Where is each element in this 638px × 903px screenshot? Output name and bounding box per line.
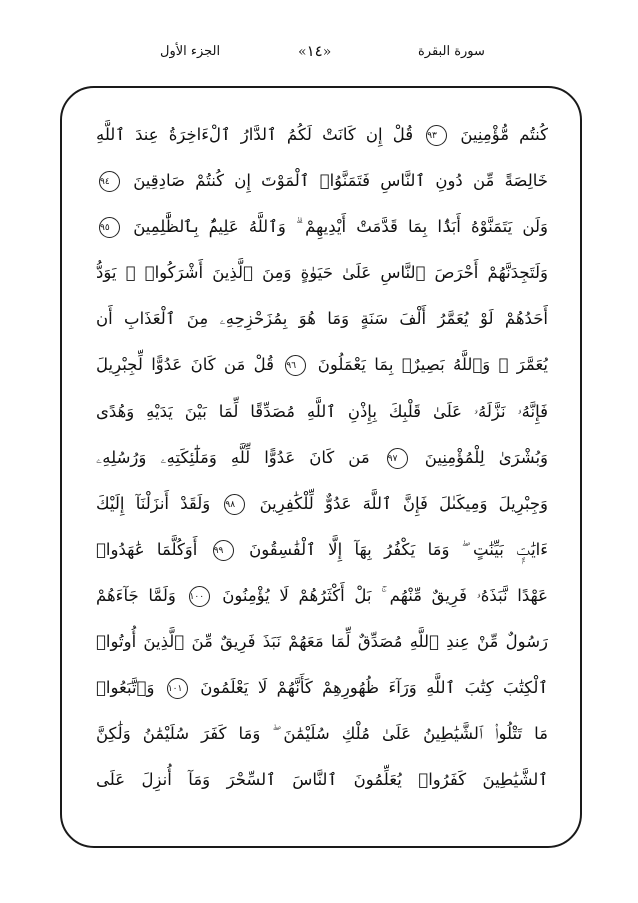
ayah-number-marker: ٩٥ [99,217,120,238]
verse-text: ءَايَٰتٍۭ بَيِّنَٰتٍ ۖ وَمَا يَكْفُرُ بِهَآ إِلَّا ٱلْفَٰسِقُونَ [249,539,548,559]
verse-text: وَلَن يَتَمَنَّوْهُ أَبَدًۢا بِمَا قَدَّمَتْ أَيْدِيهِمْ ۗ وَٱللَّهُ عَلِيمٌۢ بِٱلظَّٰلِمِينَ [133,217,548,237]
verse-text: أَحَدُهُمْ لَوْ يُعَمَّرُ أَلْفَ سَنَةٍ وَمَا هُوَ بِمُزَحْزِحِهِۦ مِنَ ٱلْعَذَابِ أَن [96,309,548,329]
text-line [96,158,548,204]
page-number [298,42,331,60]
text-line [96,342,548,388]
verse-text: قُلْ إِن كَانَتْ لَكُمُ ٱلدَّارُ ٱلْءَاخِرَةُ عِندَ ٱللَّهِ [96,125,414,144]
text-line [96,204,548,250]
left-ornament-icon: « [298,44,307,60]
text-line [96,250,548,296]
juz-title: الجزء الأول [160,44,221,59]
surah-title: سورة البقرة [418,44,485,59]
ayah-number-marker: ٩٧ [387,448,408,469]
verse-text: ٱلْكِتَٰبَ كِتَٰبَ ٱللَّهِ وَرَآءَ ظُهُورِهِمْ كَأَنَّهُمْ لَا يَعْلَمُونَ [200,678,548,698]
text-line [96,619,548,665]
verse-text: وَلَتَجِدَنَّهُمْ أَحْرَصَ ٱلنَّاسِ عَلَىٰ حَيَوٰةٍ وَمِنَ ٱلَّذِينَ أَشْرَكُوا۟ ۚ يَوَدُّ [96,263,548,283]
text-line [96,573,548,619]
page-number-text: ١٤ [306,42,323,60]
ayah-number-marker: ٩٣ [426,125,447,146]
verse-text: وَٱتَّبَعُوا۟ [96,678,155,698]
text-block [96,112,548,803]
text-line [96,711,548,757]
text-line [96,296,548,342]
verse-text: مَن كَانَ عَدُوًّا لِّلَّهِ وَمَلَٰٓئِكَتِهِۦ وَرُسُلِهِۦ [96,447,370,467]
verse-text: وَلَمَّا جَآءَهُمْ [96,585,176,605]
verse-text: مَا تَتْلُوا۟ ٱلشَّيَٰطِينُ عَلَىٰ مُلْكِ سُلَيْمَٰنَ ۖ وَمَا كَفَرَ سُلَيْمَٰنُ وَلَٰكِنَّ [96,724,548,744]
verse-text: وَجِبْرِيلَ وَمِيكَىٰلَ فَإِنَّ ٱللَّهَ عَدُوٌّ لِّلْكَٰفِرِينَ [259,493,548,513]
verse-text: فَإِنَّهُۥ نَزَّلَهُۥ عَلَىٰ قَلْبِكَ بِإِذْنِ ٱللَّهِ مُصَدِّقًا لِّمَا بَيْنَ يَدَيْهِ وَهُدًى [96,401,548,421]
verse-text: قُلْ مَن كَانَ عَدُوًّا لِّجِبْرِيلَ [96,355,275,375]
ayah-number-marker: ٩٨ [224,494,245,515]
ayah-number-marker: ٩٦ [285,355,306,376]
verse-text: رَسُولٌ مِّنْ عِندِ ٱللَّهِ مُصَدِّقٌ لِّمَا مَعَهُمْ نَبَذَ فَرِيقٌ مِّنَ ٱلَّذِينَ أُوتُوا۟ [96,632,548,652]
text-line [96,112,548,158]
text-line [96,481,548,527]
verse-text: عَهْدًا نَّبَذَهُۥ فَرِيقٌ مِّنْهُم ۚ بَلْ أَكْثَرُهُمْ لَا يُؤْمِنُونَ [222,585,548,605]
ayah-number-marker: ٩٩ [213,540,234,561]
verse-text: يُعَمَّرَ ۗ وَٱللَّهُ بَصِيرٌۢ بِمَا يَعْمَلُونَ [317,355,548,375]
right-ornament-icon: » [322,44,332,60]
text-line [96,665,548,711]
text-line [96,435,548,481]
text-line [96,757,548,803]
page-header [120,40,520,70]
verse-text: ٱلشَّيَٰطِينَ كَفَرُوا۟ يُعَلِّمُونَ ٱلنَّاسَ ٱلسِّحْرَ وَمَآ أُنزِلَ عَلَى [96,770,548,790]
verse-text: وَلَقَدْ أَنزَلْنَآ إِلَيْكَ [96,493,211,513]
ayah-number-marker: ٩٤ [99,171,120,192]
verse-text: وَبُشْرَىٰ لِلْمُؤْمِنِينَ [424,447,548,467]
ayah-number-marker: ١٠٠ [189,586,210,607]
verse-text: أَوَكُلَّمَا عَٰهَدُوا۟ [96,539,198,559]
text-line [96,527,548,573]
ayah-number-marker: ١٠١ [167,678,188,699]
text-line [96,389,548,435]
verse-text: خَالِصَةً مِّن دُونِ ٱلنَّاسِ فَتَمَنَّوُا۟ ٱلْمَوْتَ إِن كُنتُمْ صَادِقِينَ [133,171,548,191]
verse-text: كُنتُم مُّؤْمِنِينَ [460,125,548,144]
